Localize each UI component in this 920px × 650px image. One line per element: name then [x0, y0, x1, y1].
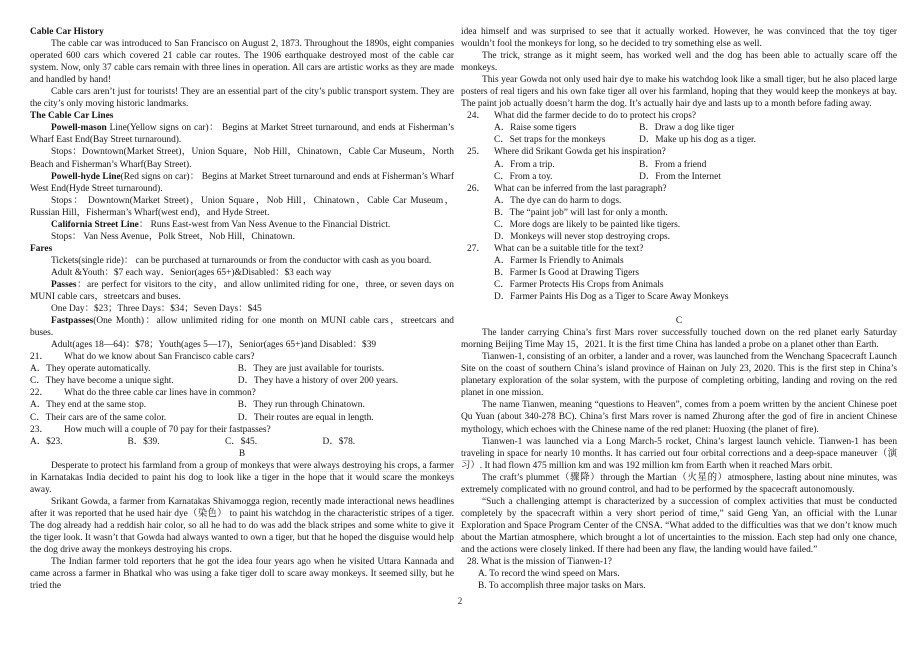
option-row	[30, 375, 454, 387]
option: A．$23.	[30, 436, 63, 447]
question-number: 26．	[467, 183, 486, 194]
text-run: The Cable Car Lines	[30, 111, 114, 122]
text-run: Tianwen-1 was launched via a Long March-5 rocket, China’s largest launch vehicle. Tianwen-1 has been traveling in space for nearly 10 months. It has carried out four orbital corrections and a deep-space maneuver（演习）. It had flown 475 million km and was 192 million km from Earth when it reached Mars orbit.	[461, 436, 897, 471]
text-run: A．Farmer Is Friendly to Animals	[494, 255, 624, 266]
text-run: Desperate to protect his farmland from a group of monkeys that were always destroying his crops, a farmer in Karnatakas India decided to paint his dog to look like a tiger in the hope that it would scare the monkeys away.	[30, 460, 454, 495]
text-line	[461, 568, 897, 580]
text-line	[461, 231, 897, 243]
paragraph	[30, 122, 454, 146]
option: D．They have a history of over 200 years.	[237, 376, 399, 387]
paragraph	[461, 496, 897, 556]
option-row	[30, 399, 454, 411]
text-line	[461, 195, 897, 207]
question-line	[461, 183, 897, 195]
text-run: Passes	[51, 279, 77, 290]
text-run: Cable cars aren’t just for tourists! They are an essential part of the city’s public transport system. They are the city’s only moving historic landmarks.	[30, 87, 454, 110]
question-line	[30, 424, 454, 436]
option: C．They have become a unique sight.	[30, 376, 174, 387]
option: D．From the Internet	[639, 171, 721, 182]
paragraph	[30, 315, 454, 339]
text-run: Powell-mason	[51, 123, 107, 134]
text-run: Stops：Downtown(Market Street)，Union Square，Nob Hill，Chinatown，Cable Car Museum，North Beach and Fisherman’s Wharf(Bay Street).	[30, 147, 454, 170]
text-run: Powell-hyde Line	[51, 171, 121, 182]
text-line	[461, 291, 897, 303]
text-line	[461, 267, 897, 279]
text-run: Tickets(single ride)： can be purchased at turnarounds or from the conductor with cash as you board.	[51, 255, 432, 266]
paragraph	[30, 146, 454, 170]
scan-artifact	[315, 471, 455, 472]
text-run: Tianwen-1, consisting of an orbiter, a lander and a rover, was launched from the Wenchang Spacecraft Launch Site on the coast of southern China’s island province of Hainan on July 23, 2020. This is the first step in China’s planetary exploration of the solar system, with the purpose of completing orbiting, landing and roving on the red planet in one mission.	[461, 352, 897, 399]
option: A．From a trip.	[494, 159, 555, 170]
text-run: The name Tianwen, meaning “questions to Heaven”, comes from a poem written by the ancient Chinese poet Qu Yuan (about 340-278 BC). China’s first Mars rover is named Zhurong after the god of fire in ancient Chinese mythology, which echoes with the Chinese name of the red planet: Huoxing (the planet of fire).	[461, 400, 897, 435]
text-run: A. To record the wind speed on Mars.	[478, 569, 620, 580]
paragraph	[30, 86, 454, 110]
paragraph	[30, 556, 454, 592]
text-run: Adult &Youth：$7 each way．Senior(ages 65+)&Disabled：$3 each way	[51, 267, 332, 278]
text-run: Stops： Van Ness Avenue，Polk Street，Nob Hill，Chinatown.	[51, 231, 295, 242]
option: C．From a toy.	[494, 171, 553, 182]
paragraph	[461, 327, 897, 351]
paragraph	[461, 472, 897, 496]
passage-label	[30, 448, 454, 460]
text-run: C	[675, 316, 683, 327]
question-number: 24．	[467, 111, 486, 122]
text-run: Stops： Downtown(Market Street)，Union Square，Nob Hill，Chinatown，Cable Car Museum，Russian Hill，Fisherman’s Wharf(west end)，and Hyde Street.	[30, 195, 454, 218]
text-run: D．Monkeys will never stop destroying crops.	[494, 231, 671, 242]
text-run: The lander carrying China’s first Mars rover successfully touched down on the red planet early Saturday morning Beijing Time May 15，2021. It is the first time China has landed a probe on a planet other than Earth.	[461, 328, 897, 351]
text-run: 28. What is the mission of Tianwen-1?	[467, 557, 612, 568]
option: A．They operate automatically.	[30, 364, 151, 375]
text-run: ： Runs East-west from Van Ness Avenue to the Financial District.	[138, 219, 391, 230]
option-row	[30, 436, 454, 448]
text-run: Cable Car History	[30, 27, 104, 37]
section-heading	[30, 26, 454, 38]
option: D．Their routes are equal in length.	[237, 412, 374, 423]
option-row	[461, 171, 897, 183]
text-run: How much will a couple of 70 pay for their fastpasses?	[64, 424, 271, 435]
paragraph	[30, 460, 454, 496]
paragraph	[30, 496, 454, 556]
text-run: Fastpasses	[51, 316, 94, 327]
text-line	[461, 279, 897, 291]
option: B．Draw a dog like tiger	[639, 123, 735, 134]
text-run: B	[238, 448, 246, 459]
paragraph	[461, 399, 897, 435]
text-run: Srikant Gowda, a farmer from Karnatakas Shivamogga region, recently made interactional news headlines after it was reported that he used hair dye（染色） to paint his watchdog in the characteristic stripes of a tiger. The dog already had a reddish hair color, so all he had to do was add the black stripes and some white to give it the tiger look. It wasn’t that Gowda had always wanted to own a tiger, but that he hoped the disguise would help the dog drive away the monkeys destroying his crops.	[30, 496, 454, 556]
option: B．From a friend	[639, 159, 707, 170]
option-row	[461, 159, 897, 171]
question-line	[30, 351, 454, 363]
option: A．They end at the same stop.	[30, 400, 147, 411]
text-run: What do the three cable car lines have in common?	[64, 388, 256, 399]
paragraph	[461, 26, 897, 50]
text-run: What can be inferred from the last paragraph?	[494, 183, 667, 194]
paragraph	[461, 351, 897, 399]
question-line	[461, 110, 897, 122]
text-run: ：are perfect for visitors to the city，and allow unlimited riding for one，three, or seven days on MUNI cable cars，streetcars and buses.	[30, 279, 454, 303]
text-run: B．Farmer Is Good at Drawing Tigers	[494, 267, 640, 278]
passage-label	[461, 315, 897, 327]
option: D．$78.	[322, 436, 356, 447]
paragraph	[30, 171, 454, 195]
text-run: A．The dye can do harm to dogs.	[494, 195, 622, 206]
text-run: Line(Yellow signs on car)： Begins at Market Street turnaround, and ends at Fisherman’s Wharf East End(Bay Street turnaround).	[30, 123, 454, 146]
text-run: B．The “paint job” will last for only a month.	[494, 207, 668, 218]
text-line	[461, 219, 897, 231]
question-line	[461, 146, 897, 158]
text-line	[461, 580, 897, 592]
left-column	[30, 26, 454, 592]
question-line	[30, 387, 454, 399]
text-run: (One Month)：allow unlimited riding for one month on MUNI cable cars，streetcars and buses.	[30, 316, 454, 339]
paragraph	[461, 436, 897, 472]
text-run: California Street Line	[51, 219, 139, 230]
paragraph	[30, 219, 454, 231]
right-column	[461, 26, 897, 592]
paragraph	[30, 279, 454, 303]
question-number: 27．	[467, 243, 486, 254]
text-run: (Red signs on car)： Begins at Market Street turnaround and ends at Fisherman’s Wharf West End(Hyde Street turnaround).	[30, 171, 454, 194]
text-run: Fares	[30, 243, 53, 254]
text-run: “Such a challenging attempt is characterized by a succession of complex activities that must be conducted completely by the spacecraft within a very short period of time,” said Geng Yan, an official with the Lunar Exploration and Space Program Center of the CNSA. “What added to the difficulties was that we don’t know much about the Martian atmosphere, which brought a lot of uncertainties to the mission. Each step had only one chance, and the actions were closely linked. If there had been any flaw, the landing would have failed.”	[461, 496, 897, 555]
page-number: 2	[457, 597, 463, 607]
text-line	[461, 556, 897, 568]
section-heading	[30, 243, 454, 255]
option: A．Raise some tigers	[494, 123, 577, 134]
text-run: idea himself and was surprised to see that it actually worked. However, he was convinced that the toy tiger wouldn’t fool the monkeys for long, so he decided to try something else as well.	[461, 27, 897, 50]
question-number: 22．	[30, 388, 49, 399]
paragraph	[30, 303, 454, 315]
paragraph	[461, 74, 897, 110]
option: B．$39.	[127, 436, 160, 447]
paragraph	[30, 255, 454, 267]
option-row	[461, 134, 897, 146]
option: B．They are just available for tourists.	[237, 364, 385, 375]
option: C．Set traps for the monkeys	[494, 135, 606, 146]
text-run: What can be a suitable title for the text?	[494, 243, 644, 254]
text-run: The Indian farmer told reporters that he got the idea four years ago when he visited Uttara Kannada and came across a farmer in Bhatkal who was using a fake tiger doll to scare away monkeys. It seemed silly, but he tried the	[30, 557, 454, 592]
option: B．They run through Chinatown.	[237, 400, 365, 411]
section-heading	[30, 110, 454, 122]
paragraph	[461, 50, 897, 74]
text-run: What did the farmer decide to do to protect his crops?	[494, 111, 697, 122]
text-run: The cable car was introduced to San Francisco on August 2, 1873. Throughout the 1890s, eight companies operated 600 cars which covered 21 cable car routes. The 1906 earthquake destroyed most of the cable car system. Now, only 37 cable cars remain with three lines in operation. All cars are artistic works as they are made and handled by hand!	[30, 39, 454, 86]
text-run: Adult(ages 18—64)：$78；Youth(ages 5—17)，Senior(ages 65+)and Disabled：$39	[51, 340, 377, 351]
text-run: What do we know about San Francisco cable cars?	[64, 352, 255, 363]
option-row	[30, 363, 454, 375]
option: C．Their cars are of the same color.	[30, 412, 167, 423]
text-run: C．More dogs are likely to be painted like tigers.	[494, 219, 681, 230]
option-row	[30, 412, 454, 424]
option-row	[461, 122, 897, 134]
text-run: D．Farmer Paints His Dog as a Tiger to Scare Away Monkeys	[494, 292, 729, 303]
text-line	[461, 207, 897, 219]
text-run: One Day：$23；Three Days：$34；Seven Days：$45	[51, 304, 262, 315]
paragraph	[30, 195, 454, 219]
text-line	[461, 255, 897, 267]
paragraph	[30, 38, 454, 86]
question-line	[461, 243, 897, 255]
option: D．Make up his dog as a tiger.	[639, 135, 756, 146]
paragraph	[30, 267, 454, 279]
text-run: Where did Srikant Gowda get his inspiration?	[494, 147, 666, 158]
text-run: This year Gowda not only used hair dye to make his watchdog look like a small tiger, but he also placed large posters of real tigers and his own fake tiger all over his farmland, hoping that they would keep the monkeys at bay. The paint job actually doesn’t harm the dog. It’s actually hair dye and lasts up to a month before fading away.	[461, 75, 897, 110]
option: C．$45.	[225, 436, 258, 447]
question-number: 21．	[30, 352, 49, 363]
text-run: B. To accomplish three major tasks on Mars.	[478, 581, 646, 592]
question-number: 23．	[30, 424, 49, 435]
question-number: 25．	[467, 147, 486, 158]
text-run: C．Farmer Protects His Crops from Animals	[494, 279, 664, 290]
paragraph	[30, 339, 454, 351]
text-run: The trick, strange as it might seem, has worked well and the dog has been able to actually scare off the monkeys.	[461, 51, 897, 74]
paragraph	[30, 231, 454, 243]
text-run: The craft’s plummet（骤降）through the Martian（火星的）atmosphere, lasting about nine minutes, was extremely complicated with no ground control, and had to be performed by the spacecraft autonomously.	[461, 472, 897, 495]
